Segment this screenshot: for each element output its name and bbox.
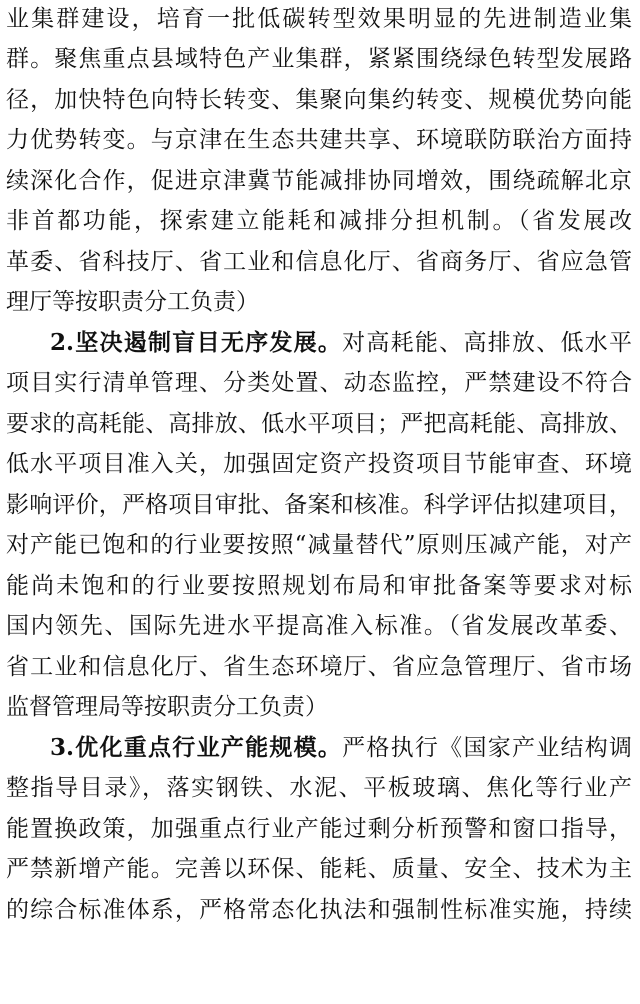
text-line: 能尚未饱和的行业要按照规划布局和审批备案等要求对标 [6, 573, 632, 599]
section-heading: 2.坚决遏制盲目无序发展。 [50, 329, 343, 356]
text-line: 的综合标准体系，严格常态化执法和强制性标准实施，持续 [6, 897, 632, 923]
text-span: 严格执行《国家产业结构调 [342, 735, 633, 761]
text-line: 省工业和信息化厅、省生态环境厅、省应急管理厅、省市场 [6, 654, 632, 680]
section-heading: 3.优化重点行业产能规模。 [50, 734, 343, 761]
text-span: 对高耗能、高排放、低水平 [342, 330, 633, 356]
text-line: 能置换政策，加强重点行业产能过剩分析预警和窗口指导， [6, 816, 632, 842]
text-line: 续深化合作，促进京津冀节能减排协同增效，围绕疏解北京 [6, 168, 632, 194]
text-line: 非首都功能，探索建立能耗和减排分担机制。（省发展改 [6, 208, 632, 234]
text-line: 对产能已饱和的行业要按照“减量替代”原则压减产能，对产 [6, 532, 632, 558]
text-line: 影响评价，严格项目审批、备案和核准。科学评估拟建项目， [6, 492, 632, 518]
text-line: 低水平项目准入关，加强固定资产投资项目节能审查、环境 [6, 451, 632, 477]
text-line: 严禁新增产能。完善以环保、能耗、质量、安全、技术为主 [6, 856, 632, 882]
text-line: 力优势转变。与京津在生态共建共享、环境联防联治方面持 [6, 127, 632, 153]
paragraph-first-line [50, 326, 632, 360]
text-line: 项目实行清单管理、分类处置、动态监控，严禁建设不符合 [6, 370, 632, 396]
text-line: 业集群建设，培育一批低碳转型效果明显的先进制造业集 [6, 6, 632, 32]
text-line: 径，加快特色向特长转变、集聚向集约转变、规模优势向能 [6, 87, 632, 113]
text-line: 要求的高耗能、高排放、低水平项目；严把高耗能、高排放、 [6, 411, 632, 437]
text-line: 整指导目录》，落实钢铁、水泥、平板玻璃、焦化等行业产 [6, 775, 632, 801]
text-line: 理厅等按职责分工负责） [6, 289, 259, 315]
text-line: 国内领先、国际先进水平提高准入标准。（省发展改革委、 [6, 613, 632, 639]
text-line: 群。聚焦重点县域特色产业集群，紧紧围绕绿色转型发展路 [6, 46, 632, 72]
paragraph-first-line [50, 731, 632, 765]
text-line: 监督管理局等按职责分工负责） [6, 694, 328, 720]
text-line: 革委、省科技厅、省工业和信息化厅、省商务厅、省应急管 [6, 249, 632, 275]
